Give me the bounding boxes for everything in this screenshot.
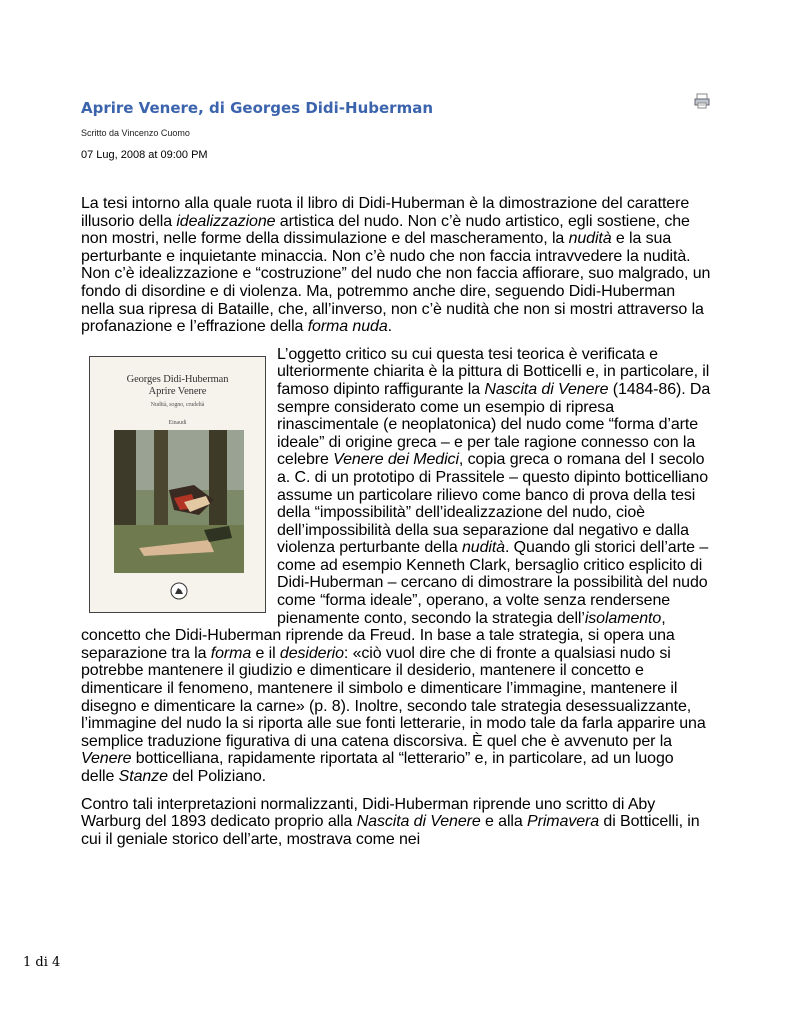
paragraph-2: L’oggetto critico su cui questa tesi teorica è verificata e ulteriormente chiarita è la pittura di Botticelli e, in particolare, il famoso dipinto raffigurante la Nascita di Venere (1484-86). Da sempre considerato come un esempio di ripresa rinascimentale (e neoplatonica) del nudo come “forma d’arte ideale” di origine greca – e per tale ragione connesso con la celebre Venere dei Medici, copia greca o romana del I secolo a. C. di un prototipo di Prassitele – questo dipinto botticelliano assume un particolare rilievo come banco di prova della tesi della “impossibilità” dell’idealizzazione del nudo, cioè dell’impossibilità della sua separazione dal negativo e dalla violenza perturbante della nudità. Quando gli storici dell’arte – come ad esempio Kenneth Clark, bersaglio critico esplicito di Didi-Huberman – cercano di dimostrare la possibilità del nudo come “forma ideale”, operano, a volte senza rendersene pienamente conto, secondo la strategia dell’isolamento, concetto che Didi-Huberman riprende da Freud. In base a tale strategia, si opera una separazione tra la forma e il desiderio: «ciò vuol dire che di fronte a qualsiasi nudo si potrebbe mantenere il giudizio e dimenticare il desiderio, mantenere il concetto e dimenticare il fenomeno, mantenere il simbolo e dimenticare l’immagine, mantenere il disegno e dimenticare la carne» (p. 8). Inoltre, secondo tale strategia desessualizzante, l’immagine del nudo la si riporta alle sue fonti letterarie, in modo tale da farla apparire una semplice traduzione figurativa di una catena discorsiva. È quel che è avvenuto per la Venere botticelliana, rapidamente riportata al “letterario” e, in particolare, ad un luogo delle Stanze del Poliziano.: [81, 345, 711, 785]
article-body: [81, 195, 711, 858]
paragraph-1: La tesi intorno alla quale ruota il libro di Didi-Huberman è la dimostrazione del carattere illusorio della idealizzazione artistica del nudo. Non c’è nudo artistico, egli sostiene, che non mostri, nelle forme della dissimulazione e del mascheramento, la nudità e la sua perturbante e inquietante minaccia. Non c’è nudo che non faccia intravvedere la nudità. Non c’è idealizzazione e “costruzione” del nudo che non faccia affiorare, suo malgrado, un fondo di disordine e di violenza. Ma, potremmo anche dire, seguendo Didi-Huberman nella sua ripresa di Bataille, che, all’inverso, non c’è nudità che non si mostri attraverso la profanazione e l’effrazione della forma nuda.: [81, 195, 711, 336]
print-icon[interactable]: [694, 93, 710, 109]
publish-date: 07 Lug, 2008 at 09:00 PM: [81, 149, 208, 161]
cover-painting-image: [114, 430, 244, 573]
einaudi-ostrich-logo: [170, 582, 188, 600]
author-byline: Scritto da Vincenzo Cuomo: [81, 128, 190, 138]
page-number: 1 di 4: [23, 955, 61, 970]
cover-author: Georges Didi-Huberman: [126, 373, 229, 385]
cover-subtitle: Nudità, sogno, crudeltà: [150, 401, 205, 408]
book-cover-image: [89, 356, 266, 613]
cover-title: Aprire Venere: [148, 385, 207, 397]
article-title: Aprire Venere, di Georges Didi-Huberman: [81, 99, 434, 117]
cover-publisher: Einaudi: [168, 419, 187, 426]
paragraph-3: Contro tali interpretazioni normalizzanti, Didi-Huberman riprende uno scritto di Aby Warburg del 1893 dedicato proprio alla Nascita di Venere e alla Primavera di Botticelli, in cui il geniale storico dell’arte, mostrava come nei: [81, 795, 700, 848]
